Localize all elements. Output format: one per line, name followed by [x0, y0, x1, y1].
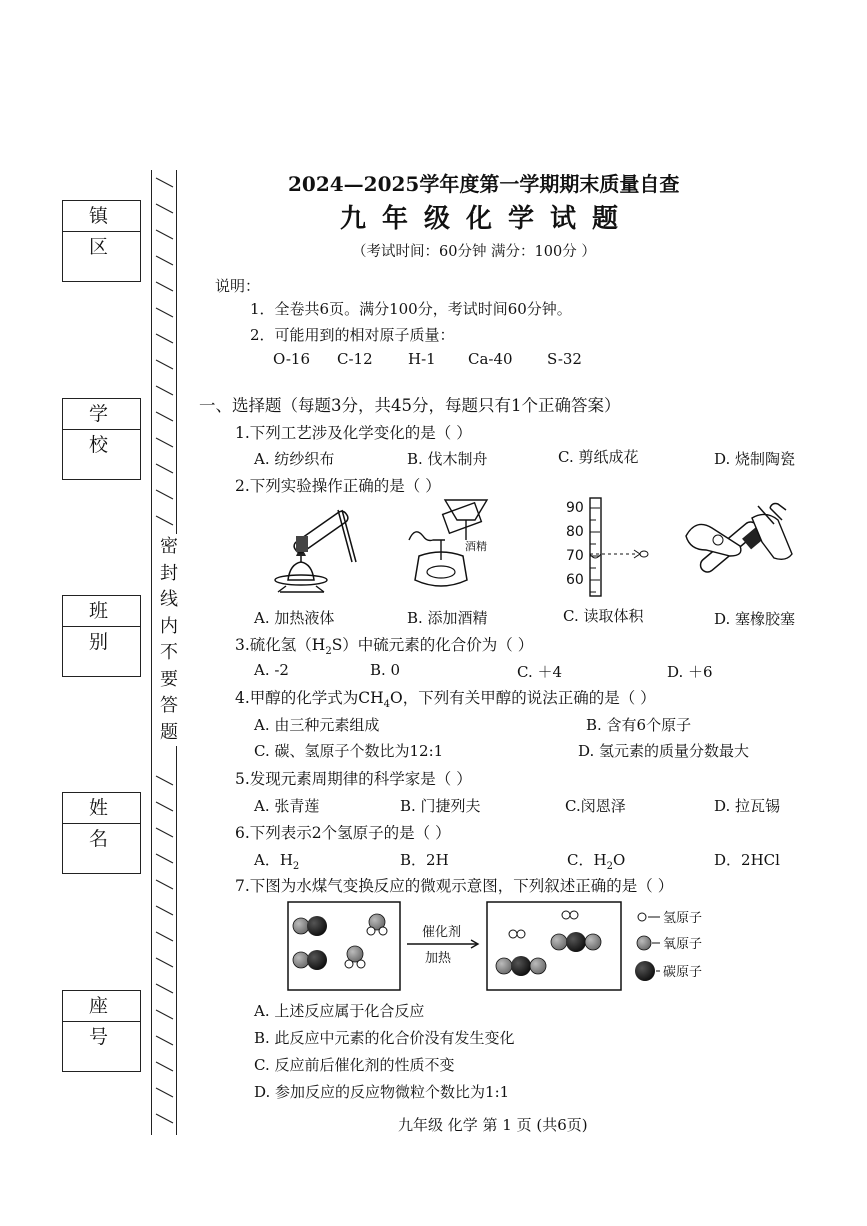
legend-hydrogen: 氢原子	[663, 911, 703, 926]
atomic-mass-c: C-12	[337, 350, 373, 368]
name-label: 姓名	[63, 793, 140, 824]
name-box	[62, 792, 141, 874]
atomic-mass-ca: Ca-40	[468, 350, 513, 368]
scale-60: 60	[566, 572, 584, 588]
exam-title: 九年级化学试题	[340, 204, 635, 234]
q3-option-b: B. 0	[370, 661, 401, 679]
seat-box	[62, 990, 141, 1072]
legend-carbon: 碳原子	[663, 965, 703, 980]
q7-option-a: A. 上述反应属于化合反应	[254, 1002, 425, 1020]
q2-option-d: D. 塞橡胶塞	[714, 610, 796, 628]
alcohol-label: 酒精	[465, 540, 487, 553]
q6-option-c-post: O	[612, 851, 626, 869]
q4-option-d: D. 氢元素的质量分数最大	[578, 742, 750, 760]
school-box	[62, 398, 141, 480]
seal-notice: 密封线内不要答题	[157, 534, 181, 746]
notes-item-1: 1．全卷共6页。满分100分，考试时间60分钟。	[250, 300, 572, 318]
q1-option-d: D. 烧制陶瓷	[714, 450, 796, 468]
q2-stem: 2.下列实验操作正确的是（ ）	[235, 477, 441, 495]
q3-option-a: A. -2	[254, 661, 289, 679]
atomic-mass-s: S-32	[547, 350, 582, 368]
q4-stem	[235, 686, 656, 710]
q6-option-a-pre: A．H	[254, 851, 293, 869]
q1-option-b: B. 伐木制舟	[407, 450, 488, 468]
notes-item-2: 2．可能用到的相对原子质量：	[250, 326, 455, 344]
q5-option-b: B. 门捷列夫	[400, 797, 481, 815]
q7-stem: 7.下图为水煤气变换反应的微观示意图，下列叙述正确的是（ ）	[235, 877, 674, 895]
reaction-diagram	[285, 898, 735, 994]
class-label: 班别	[63, 596, 140, 627]
q3-stem-pre: 3.硫化氢（H	[235, 636, 326, 654]
q6-option-c-pre: C．H	[567, 851, 607, 869]
q5-stem: 5.发现元素周期律的科学家是（ ）	[235, 770, 472, 788]
town-box	[62, 200, 141, 282]
scale-90: 90	[566, 500, 584, 516]
class-box	[62, 595, 141, 677]
q6-stem: 6.下列表示2个氢原子的是（ ）	[235, 824, 451, 842]
q6-option-a-sub: 2	[292, 861, 300, 872]
section-title: 一、选择题（每题3分，共45分，每题只有1个正确答案）	[199, 396, 621, 415]
q7-option-c: C. 反应前后催化剂的性质不变	[254, 1056, 455, 1074]
legend-oxygen: 氧原子	[663, 937, 703, 952]
q6-option-c-sub: 2	[606, 861, 613, 872]
q1-stem: 1.下列工艺涉及化学变化的是（ ）	[235, 424, 472, 442]
q2-option-c: C. 读取体积	[563, 607, 644, 625]
scale-80: 80	[566, 524, 584, 540]
q5-option-d: D. 拉瓦锡	[714, 797, 781, 815]
q2-option-b: B. 添加酒精	[407, 609, 488, 627]
exam-info: （考试时间：60分钟 满分：100分 ）	[352, 244, 596, 260]
q2-option-a: A. 加热液体	[254, 609, 335, 627]
q3-stem-sub: 2	[325, 646, 332, 658]
q1-option-c: C. 剪纸成花	[558, 448, 639, 466]
atomic-mass-h: H-1	[408, 350, 436, 368]
heat-label: 加热	[425, 951, 452, 966]
inserting-stopper-image	[682, 500, 804, 596]
q7-option-b: B. 此反应中元素的化合价没有发生变化	[254, 1029, 515, 1047]
q6-option-b: B．2H	[400, 851, 449, 869]
q3-option-c: C. ＋4	[517, 663, 563, 681]
q3-stem-post: S）中硫元素的化合价为（ ）	[331, 636, 534, 654]
q4-stem-post: O，下列有关甲醇的说法正确的是（ ）	[390, 689, 656, 707]
page-footer: 九年级 化学 第 1 页 (共6页)	[398, 1116, 588, 1134]
catalyst-label: 催化剂	[422, 925, 462, 940]
q6-option-a	[254, 849, 299, 872]
heating-liquid-image	[268, 500, 368, 598]
reading-volume-image	[560, 496, 660, 600]
q5-option-c: C.闵恩泽	[565, 797, 626, 815]
atomic-mass-o: O-16	[273, 350, 311, 368]
q6-option-d: D．2HCl	[714, 851, 780, 869]
town-label: 镇区	[63, 201, 140, 232]
scale-70: 70	[566, 548, 584, 564]
adding-alcohol-image	[405, 496, 505, 600]
q7-option-d: D. 参加反应的反应物微粒个数比为1:1	[254, 1083, 510, 1101]
q6-option-c	[567, 849, 625, 872]
q3-option-d: D. ＋6	[667, 663, 713, 681]
q4-stem-sub: 4	[383, 699, 391, 711]
exam-year-title: 2024—2025学年度第一学期期末质量自查	[288, 172, 680, 196]
seat-label: 座号	[63, 991, 140, 1022]
q5-option-a: A. 张青莲	[254, 797, 320, 815]
school-label: 学校	[63, 399, 140, 430]
q4-stem-pre: 4.甲醇的化学式为CH	[235, 689, 384, 707]
q4-option-b: B. 含有6个原子	[586, 716, 692, 734]
q3-stem	[235, 633, 533, 657]
q4-option-a: A. 由三种元素组成	[254, 716, 380, 734]
q1-option-a: A. 纺纱织布	[254, 450, 335, 468]
q4-option-c: C. 碳、氢原子个数比为12:1	[254, 742, 444, 760]
notes-title: 说明：	[215, 277, 261, 295]
